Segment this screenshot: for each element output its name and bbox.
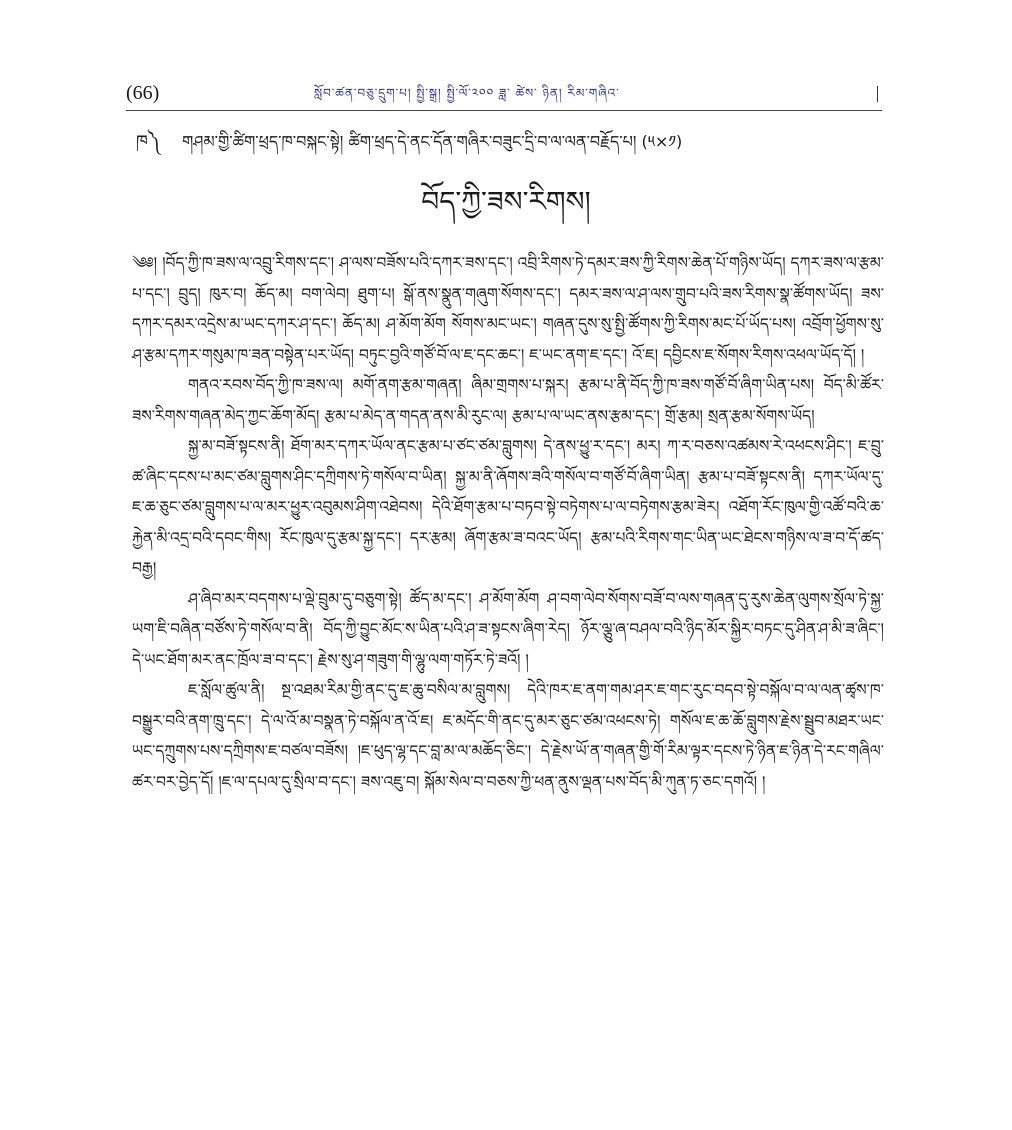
exercise-text: གཤམ་གྱི་ཚིག་ཕྲད་ཁ་བསྐང་སྟེ། ཚིག་ཕྲད་དེ་ནང་དོན་གཞིར་བཟུང་དྲི་བ་ལ་ལན་བརྗོད་པ། (༥×༡) (182, 132, 683, 151)
paragraph: ༄༅། །བོད་ཀྱི་ཁ་ཟས་ལ་འབྲུ་རིགས་དང་། ཤ་ལས་བཟོས་པའི་དཀར་ཟས་དང་། འབྲི་རིགས་ཏེ་དམར་ཟས་ཀྱི་རིགས་ཆེན་པོ་གཉིས་ཡོད། དཀར་ཟས་ལ་རྩམ་པ་དང་། བྲུད། ཁུར་བ། ཆོད་མ། བག་ལེབ། ཐུག་པ། སྒོ་ནས་སྣུན་གཞུག་སོགས་དང་། དམར་ཟས་ལ་ཤ་ལས་གྲུབ་པའི་ཟས་རིགས་སྣ་ཚོགས་ཡོད། ཟས་དཀར་དམར་འདྲེས་མ་ཡང་དཀར་ཤ་དང་། ཆོད་མ། ཤ་མོག་མོག སོགས་མང་ཡང་། གཞན་དུས་སུ་སྤྱི་ཚོགས་ཀྱི་རིགས་མང་པོ་ཡོད་པས། འབྲོག་ཕྱོགས་སུ་ཤ་རྩམ་དཀར་གསུམ་ཁ་ཟན་བསྟེན་པར་ཡོད། བཏུང་བྱའི་གཙོ་བོ་ལ་ཇ་དང་ཆང་། ཇ་ཡང་ནག་ཇ་དང་། འོ་ཇ། དབྱིངས་ཇ་སོགས་རིགས་འཕལ་ཡོད་དོ། ། (132, 254, 884, 364)
reading-title: བོད་ཀྱི་ཟས་རིགས། (421, 185, 591, 218)
exercise-instruction (136, 122, 896, 170)
header-divider-mark (877, 86, 878, 102)
exercise-marker: ཁ༽ (136, 132, 161, 152)
paragraph: ཇ་སློལ་ཚུལ་ནི། སྔ་འཐམ་རིམ་གྱི་ནང་དུ་ཇ་ཆུ་བསིལ་མ་བླུགས། དེའི་ཁར་ཇ་ནག་གམ་ཤར་ཇ་གང་རུང་བདབ་སྟེ་བསྐོལ་བ་ལ་ལན་ཚྭས་ཁ་བསྒྱུར་བའི་ནག་ཁྲུ་དང་། དེ་ལ་འོ་མ་བསྣན་ཏེ་བསྐོལ་ན་འོ་ཇ། ཇ་མདོང་གི་ནང་དུ་མར་ཅུང་ཙམ་འཕངས་ཏེ། གསོལ་ཇ་ཆ་ཆོ་བླུགས་རྗེས་སྦྲུབ་མཐར་ཡང་ཡང་དཀྲུགས་པས་དཀྲིགས་ཇ་བཙལ་བཟོས། །ཇ་ཕུད་ལྷ་དང་བླ་མ་ལ་མཆོད་ཅིང་། དེ་རྗེས་ཡོ་ན་གཞན་གྱི་གོ་རིམ་ལྟར་དངས་ཏེ་ཉིན་ཇ་ཉིན་དེ་རང་གཞིལ་ཚར་བར་བྱེད་དོ། །ཇ་ལ་དཔལ་དུ་སྲིལ་བ་དང་། ཟས་འཇུ་བ། སྐོམ་སེལ་བ་བཅས་ཀྱི་ཕན་ནུས་ལྡན་པས་བོད་མི་ཀུན་ཏ་ཅང་དགའོ། ། (132, 681, 884, 791)
paragraph: སྐྱ་མ་བཟོ་སྟངས་ནི། ཐོག་མར་དཀར་ཡོལ་ནང་རྩམ་པ་ཙང་ཙམ་བླུགས། དེ་ནས་ཕྱུ་ར་དང་། མར། ཀ་ར་བཅས་འཚམས་རེ་འཕངས་ཤིང་། ཇ་བྲུ་ཚ་ཞིང་དངས་པ་མང་ཙམ་བླུགས་ཤིང་དཀྲིགས་ཏེ་གསོལ་བ་ཡིན། སྐྱ་མ་ནི་ཞོགས་ཟའི་གསོལ་བ་གཙོ་བོ་ཞིག་ཡིན། རྩམ་པ་བཟོ་སྟངས་ནི། དཀར་ཡོལ་དུ་ཇ་ཆ་ཅུང་ཙམ་བླུགས་པ་ལ་མར་ཕྱུར་འབུམས་ཤིག་འཐེབས། དེའི་ཐོག་རྩམ་པ་བཏབ་སྟེ་བཏེགས་པ་ལ་བཏེགས་རྩམ་ཟེར། འཐོག་རོང་ཁུལ་གྱི་འཚོ་བའི་ཆ་རྐྱེན་མི་འདྲ་བའི་དབང་གིས། རོང་ཁུལ་དུ་རྩམ་སྐྱ་དང་། དར་རྩམ། ཞོག་རྩམ་ཟ་བའང་ཡོད། རྩམ་པའི་རིགས་གང་ཡིན་ཡང་ཐེངས་གཉིས་ལ་ཟ་བ་དོ་ཚད་བརྒྱ། (132, 437, 884, 577)
page-header (126, 78, 882, 111)
reading-body (132, 248, 884, 797)
paragraph: ཤ་ཞིབ་མར་བདགས་པ་ལྡེ་བྲུམ་དུ་བཅུག་སྟེ། ཚོད་མ་དང་། ཤ་མོག་མོག ཤ་བག་ལེབ་སོགས་བཟོ་བ་ལས་གཞན་དུ་རུས་ཆེན་ལུགས་སྲོལ་ཏེ་སྐྱ་ཡག་ཇི་བཞིན་བཙོས་ཏེ་གསོལ་བ་ནི། བོད་ཀྱི་བྱུང་མོང་ས་ཡིན་པའི་ཤ་ཟ་སྟངས་ཞིག་རེད། ཉོར་ལྕུ་ཞ་བཤལ་བའི་ཉིད་མོར་སྐྱིར་བཏང་དུ་ཤིན་ཤ་མི་ཟ་ཞིང་། དེ་ཡང་ཐོག་མར་ནང་ཁྲོལ་ཟ་བ་དང་། རྗེས་སུ་ཤ་གཟུག་གི་ལྷུ་ལག་གཏོར་ཏེ་ཟའོ། ། (132, 589, 884, 669)
page-number: (66) (126, 82, 160, 104)
running-title: སློབ་ཚན་བཅུ་དྲུག་པ། སྤྱི་སྒྲ། སྤྱི་ལོ་༢༠༠ ཟླ་ ཚེས་ ཉིན། རིམ་གཞིའ་ (314, 86, 620, 100)
paragraph: གནའ་རབས་བོད་ཀྱི་ཁ་ཟས་ལ། མགོ་ནག་རྩམ་གཞན། ཞིམ་གྲགས་པ་སྐར། རྩམ་པ་ནི་བོད་ཀྱི་ཁ་ཟས་གཙོ་བོ་ཞིག་ཡིན་པས། བོད་མི་ཚོར་ཟས་རིགས་གཞན་མེད་ཀྱང་ཆོག་མོད། རྩམ་པ་མེད་ན་གདན་ནས་མི་རུང་ལ། རྩམ་པ་ལ་ཡང་ནས་རྩམ་དང་། གྲོ་རྩམ། སྲན་རྩམ་སོགས་ཡོད། (132, 376, 884, 425)
